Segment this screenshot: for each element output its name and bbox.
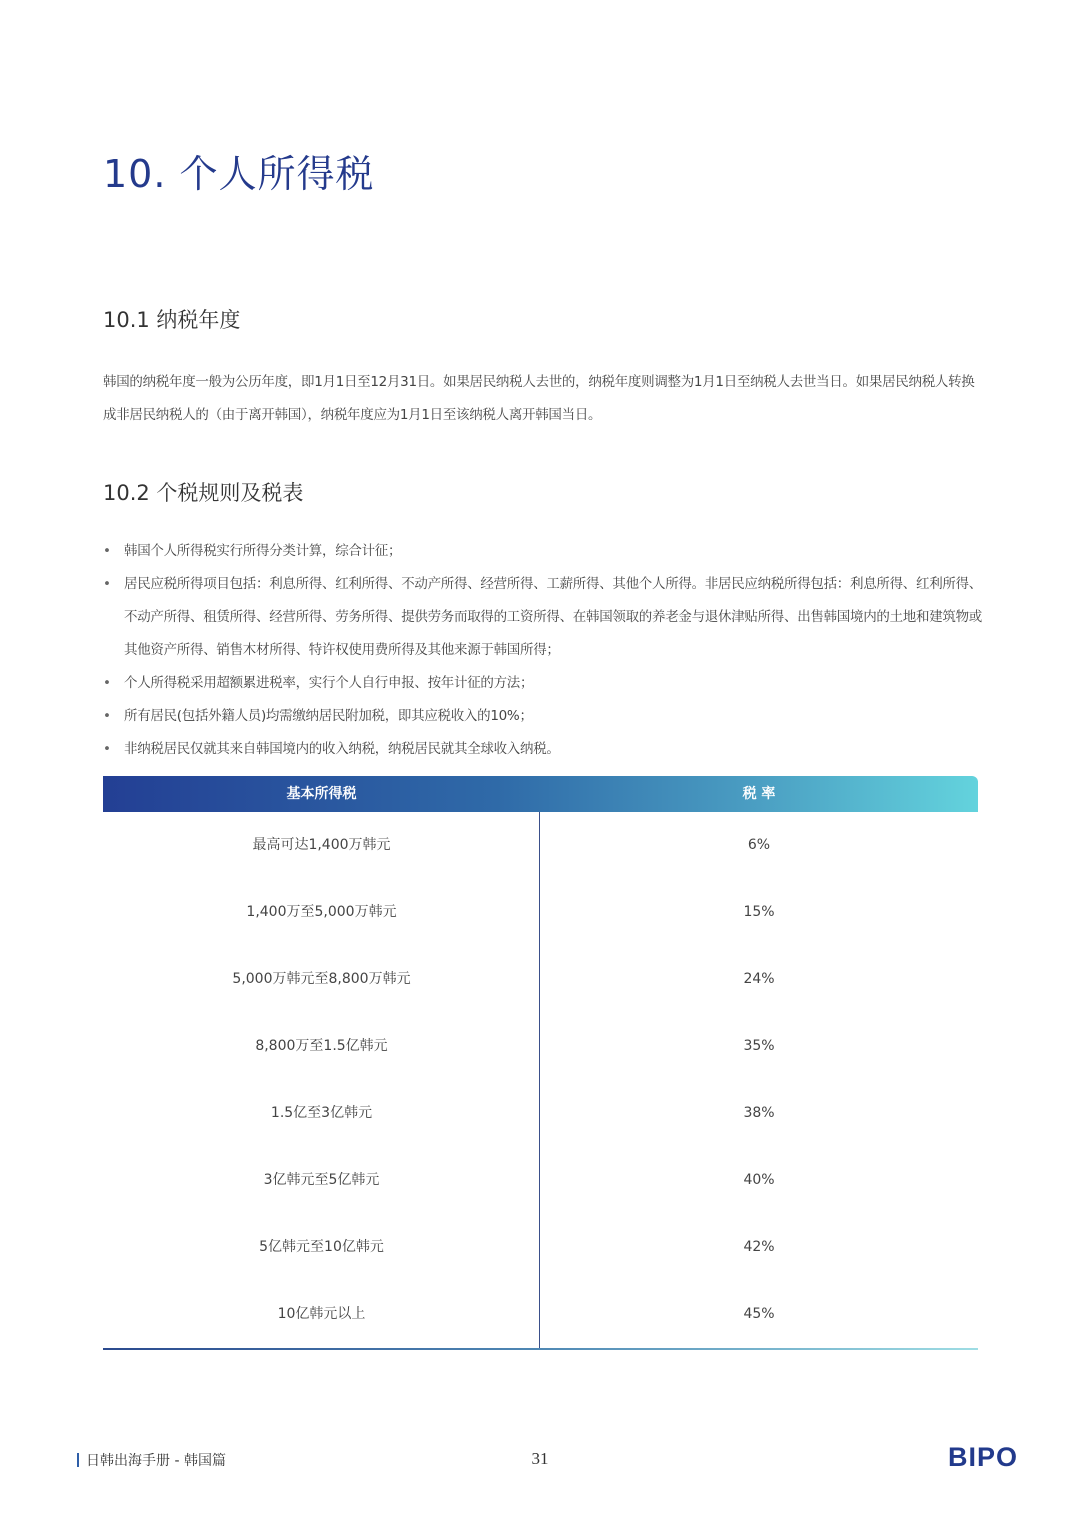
table-row [103, 812, 978, 879]
rate-cell: 38% [743, 1105, 775, 1121]
rate-cell: 15% [743, 904, 775, 920]
list-item: • 居民应税所得项目包括：利息所得、红利所得、不动产所得、经营所得、工薪所得、其他个人所得。非居民应纳税所得包括：利息所得、红利所得、不动产所得、租赁所得、经营所得、劳务所得、提供劳务而取得的工资所得、在韩国领取的养老金与退休津贴所得、出售韩国境内的土地和建筑物或其他资产所得、销售木材所得、特许权使用费所得及其他来源于韩国所得； [103, 568, 983, 667]
tax-year-paragraph: 韩国的纳税年度一般为公历年度，即1月1日至12月31日。如果居民纳税人去世的，纳税年度则调整为1月1日至纳税人去世当日。如果居民纳税人转换成非居民纳税人的（由于离开韩国），纳税年度应为1月1日至该纳税人离开韩国当日。 [103, 374, 975, 423]
income-cell: 1.5亿至3亿韩元 [270, 1105, 373, 1121]
income-cell: 最高可达1,400万韩元 [252, 837, 391, 853]
table-bottom-border [103, 1348, 978, 1350]
column-divider [539, 812, 540, 1348]
table-row [103, 1281, 978, 1348]
rate-cell: 45% [743, 1306, 775, 1322]
table-row [103, 879, 978, 946]
table-row [103, 1214, 978, 1281]
income-cell: 3亿韩元至5亿韩元 [263, 1172, 380, 1188]
income-cell: 5亿韩元至10亿韩元 [259, 1239, 384, 1255]
table-body [103, 812, 978, 1348]
header-rate: 税 率 [742, 786, 776, 802]
list-item: • 所有居民(包括外籍人员)均需缴纳居民附加税，即其应税收入的10%； [103, 700, 983, 733]
bullet-icon: • [103, 675, 111, 691]
footer-accent-bar [77, 1453, 79, 1467]
table-row [103, 1080, 978, 1147]
list-item: • 韩国个人所得税实行所得分类计算，综合计征； [103, 535, 983, 568]
table-row [103, 946, 978, 1013]
section-heading-tax-rules: 10.2 个税规则及税表 [103, 481, 304, 505]
rate-cell: 35% [743, 1038, 775, 1054]
bipo-logo: BIPO [948, 1442, 1019, 1472]
section-heading-tax-year: 10.1 纳税年度 [103, 308, 241, 332]
footer-doc-title: 日韩出海手册 - 韩国篇 [86, 1453, 226, 1469]
table-header [103, 776, 978, 812]
tax-rules-list [103, 535, 983, 766]
income-cell: 10亿韩元以上 [277, 1306, 366, 1322]
table-row [103, 1013, 978, 1080]
bullet-icon: • [103, 576, 111, 592]
header-income: 基本所得税 [286, 786, 357, 802]
bullet-icon: • [103, 543, 111, 559]
tax-rate-table [103, 776, 978, 1350]
rate-cell: 6% [747, 837, 771, 853]
list-item: • 个人所得税采用超额累进税率，实行个人自行申报、按年计征的方法； [103, 667, 983, 700]
income-cell: 5,000万韩元至8,800万韩元 [232, 971, 411, 987]
bullet-icon: • [103, 741, 111, 757]
income-cell: 8,800万至1.5亿韩元 [255, 1038, 388, 1054]
table-row [103, 1147, 978, 1214]
income-cell: 1,400万至5,000万韩元 [246, 904, 397, 920]
rate-cell: 40% [743, 1172, 775, 1188]
bullet-icon: • [103, 708, 111, 724]
page-title: 10. 个人所得税 [103, 152, 375, 197]
rate-cell: 24% [743, 971, 775, 987]
rate-cell: 42% [743, 1239, 775, 1255]
list-item: • 非纳税居民仅就其来自韩国境内的收入纳税，纳税居民就其全球收入纳税。 [103, 733, 983, 766]
page-number: 31 [531, 1449, 549, 1468]
